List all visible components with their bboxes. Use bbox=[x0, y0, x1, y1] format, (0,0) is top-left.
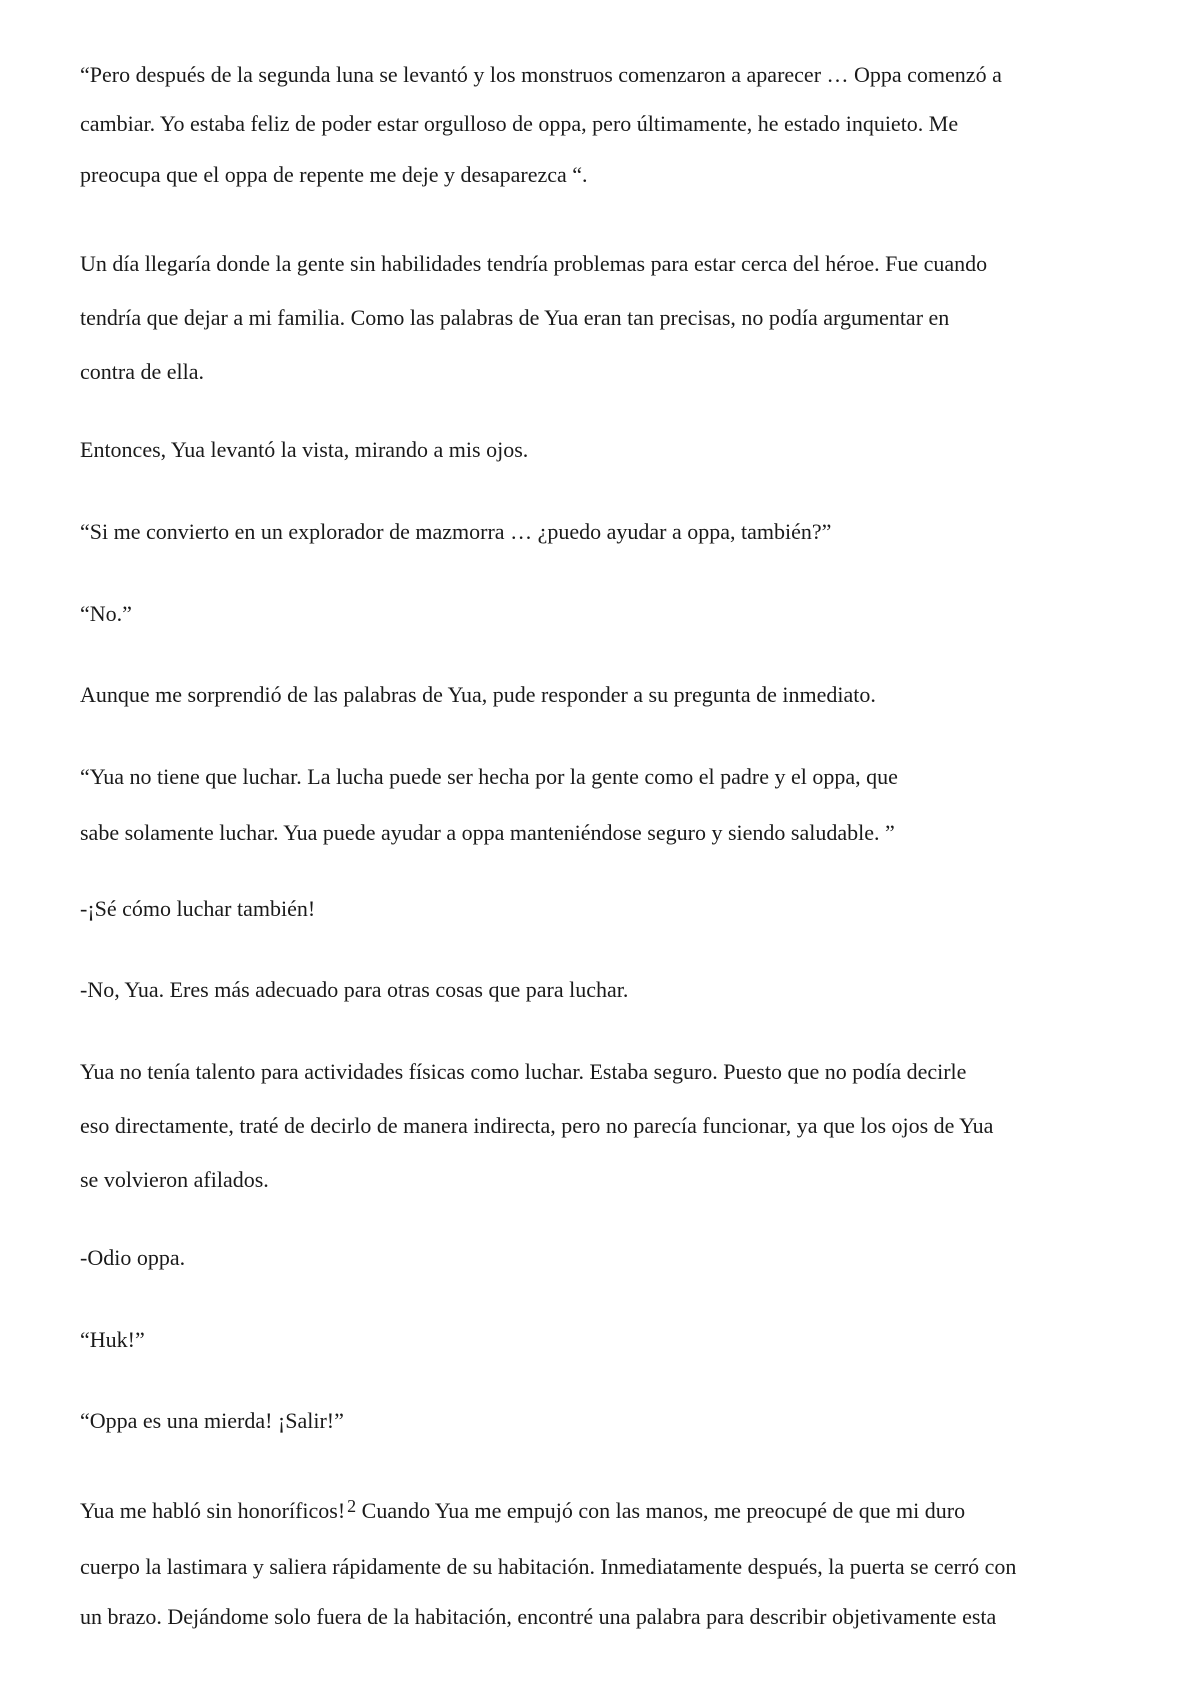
text-line: sabe solamente luchar. Yua puede ayudar a oppa manteniéndose seguro y siendo saludable. ” bbox=[80, 820, 895, 845]
text-line: Aunque me sorprendió de las palabras de Yua, pude responder a su pregunta de inmediato. bbox=[80, 682, 876, 707]
text-line: Entonces, Yua levantó la vista, mirando a mis ojos. bbox=[80, 437, 529, 462]
text-segment: Yua me habló sin honoríficos! bbox=[80, 1498, 346, 1523]
text-line: Yua no tenía talento para actividades físicas como luchar. Estaba seguro. Puesto que no podía decirle bbox=[80, 1059, 967, 1084]
text-line: preocupa que el oppa de repente me deje y desaparezca “. bbox=[80, 162, 588, 187]
text-line: -Odio oppa. bbox=[80, 1245, 186, 1270]
text-line: eso directamente, traté de decirlo de manera indirecta, pero no parecía funcionar, ya que los ojos de Yua bbox=[80, 1113, 994, 1138]
footnote-marker: 2 bbox=[347, 1496, 357, 1516]
text-line: tendría que dejar a mi familia. Como las palabras de Yua eran tan precisas, no podía argumentar en bbox=[80, 305, 950, 330]
text-line: un brazo. Dejándome solo fuera de la habitación, encontré una palabra para describir objetivamente esta bbox=[80, 1604, 997, 1629]
text-line: “Huk!” bbox=[80, 1327, 145, 1352]
text-line: -¡Sé cómo luchar también! bbox=[80, 896, 316, 921]
text-line: “No.” bbox=[80, 601, 132, 626]
text-line: contra de ella. bbox=[80, 359, 204, 384]
text-segment: Cuando Yua me empujó con las manos, me preocupé de que mi duro bbox=[361, 1498, 966, 1523]
text-line: se volvieron afilados. bbox=[80, 1167, 269, 1192]
text-line: “Yua no tiene que luchar. La lucha puede ser hecha por la gente como el padre y el oppa, que bbox=[80, 764, 898, 789]
text-line: Un día llegaría donde la gente sin habilidades tendría problemas para estar cerca del héroe. Fue cuando bbox=[80, 251, 988, 276]
text-line: “Si me convierto en un explorador de mazmorra … ¿puedo ayudar a oppa, también?” bbox=[80, 519, 832, 544]
text-line: “Oppa es una mierda! ¡Salir!” bbox=[80, 1408, 344, 1433]
text-line-with-footnote bbox=[80, 1497, 965, 1526]
text-line: “Pero después de la segunda luna se levantó y los monstruos comenzaron a aparecer … Oppa comenzó a bbox=[80, 62, 1002, 87]
text-line: -No, Yua. Eres más adecuado para otras cosas que para luchar. bbox=[80, 977, 629, 1002]
text-line: cambiar. Yo estaba feliz de poder estar orgulloso de oppa, pero últimamente, he estado inquieto. Me bbox=[80, 111, 959, 136]
text-line: cuerpo la lastimara y saliera rápidamente de su habitación. Inmediatamente después, la puerta se cerró con bbox=[80, 1554, 1017, 1579]
